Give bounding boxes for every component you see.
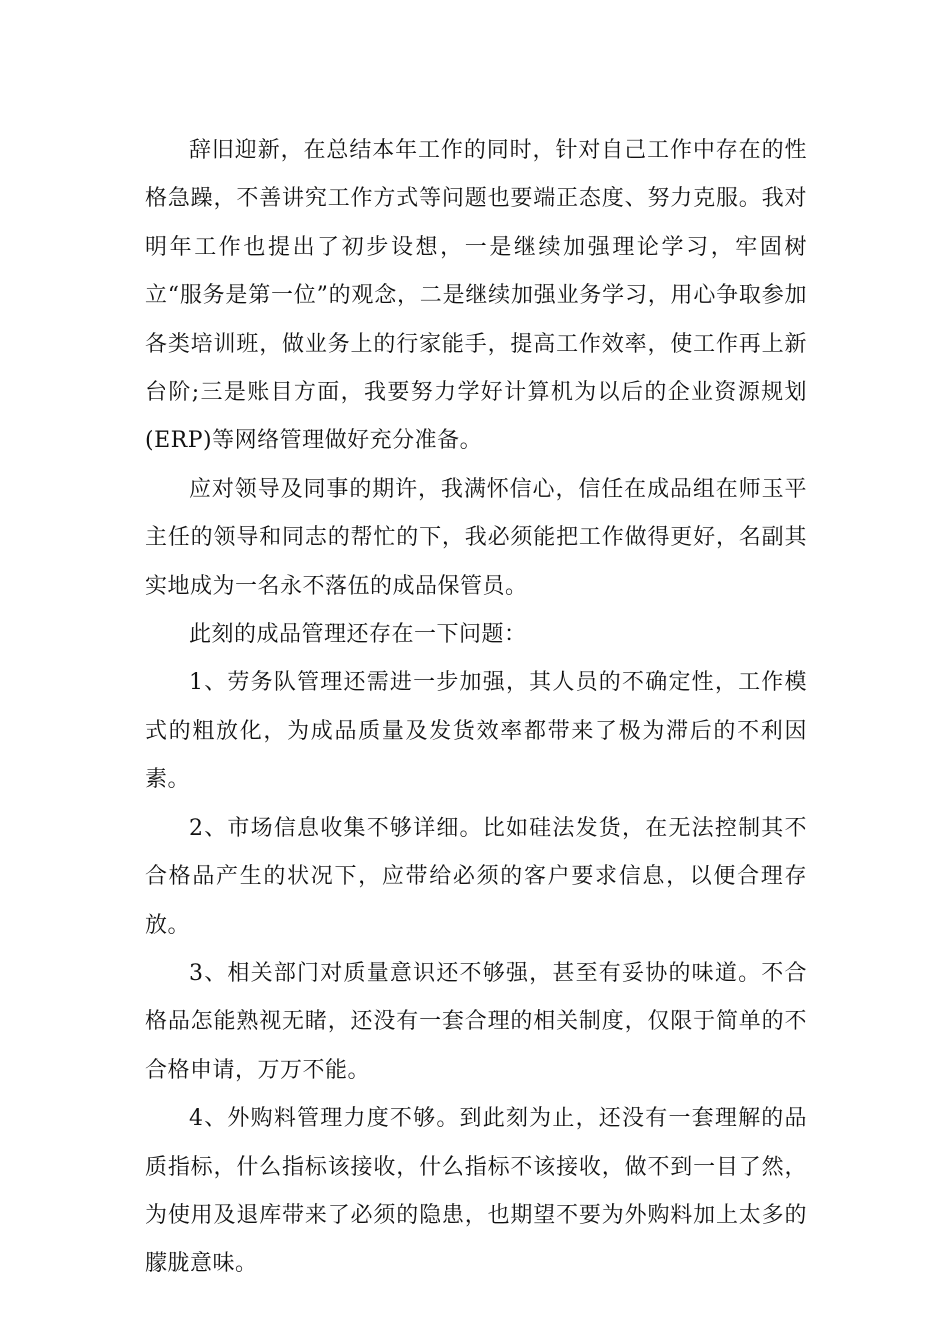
document-body	[145, 127, 807, 1289]
paragraph-plans: 辞旧迎新，在总结本年工作的同时，针对自己工作中存在的性格急躁，不善讲究工作方式等问题也要端正态度、努力克服。我对明年工作也提出了初步设想，一是继续加强理论学习，牢固树立“服务是第一位”的观念，二是继续加强业务学习，用心争取参加各类培训班，做业务上的行家能手，提高工作效率，使工作再上新台阶;三是账目方面，我要努力学好计算机为以后的企业资源规划(ERP)等网络管理做好充分准备。	[145, 138, 807, 454]
paragraph-problem-3: 3、相关部门对质量意识还不够强，甚至有妥协的味道。不合格品怎能熟视无睹，还没有一套合理的相关制度，仅限于简单的不合格申请，万万不能。	[145, 960, 807, 1083]
paragraph-confidence: 应对领导及同事的期许，我满怀信心，信任在成品组在师玉平主任的领导和同志的帮忙的下，我必须能把工作做得更好，名副其实地成为一名永不落伍的成品保管员。	[145, 476, 807, 599]
paragraph-problems-intro: 此刻的成品管理还存在一下问题：	[189, 622, 527, 648]
paragraph-problem-1: 1、劳务队管理还需进一步加强，其人员的不确定性，工作模式的粗放化，为成品质量及发货效率都带来了极为滞后的不利因素。	[145, 670, 807, 793]
paragraph-problem-4: 4、外购料管理力度不够。到此刻为止，还没有一套理解的品质指标，什么指标该接收，什么指标不该接收，做不到一目了然，为使用及退库带来了必须的隐患，也期望不要为外购料加上太多的朦胧意味。	[145, 1106, 807, 1277]
paragraph-problem-2: 2、市场信息收集不够详细。比如硅法发货，在无法控制其不合格品产生的状况下，应带给必须的客户要求信息，以便合理存放。	[145, 815, 807, 938]
